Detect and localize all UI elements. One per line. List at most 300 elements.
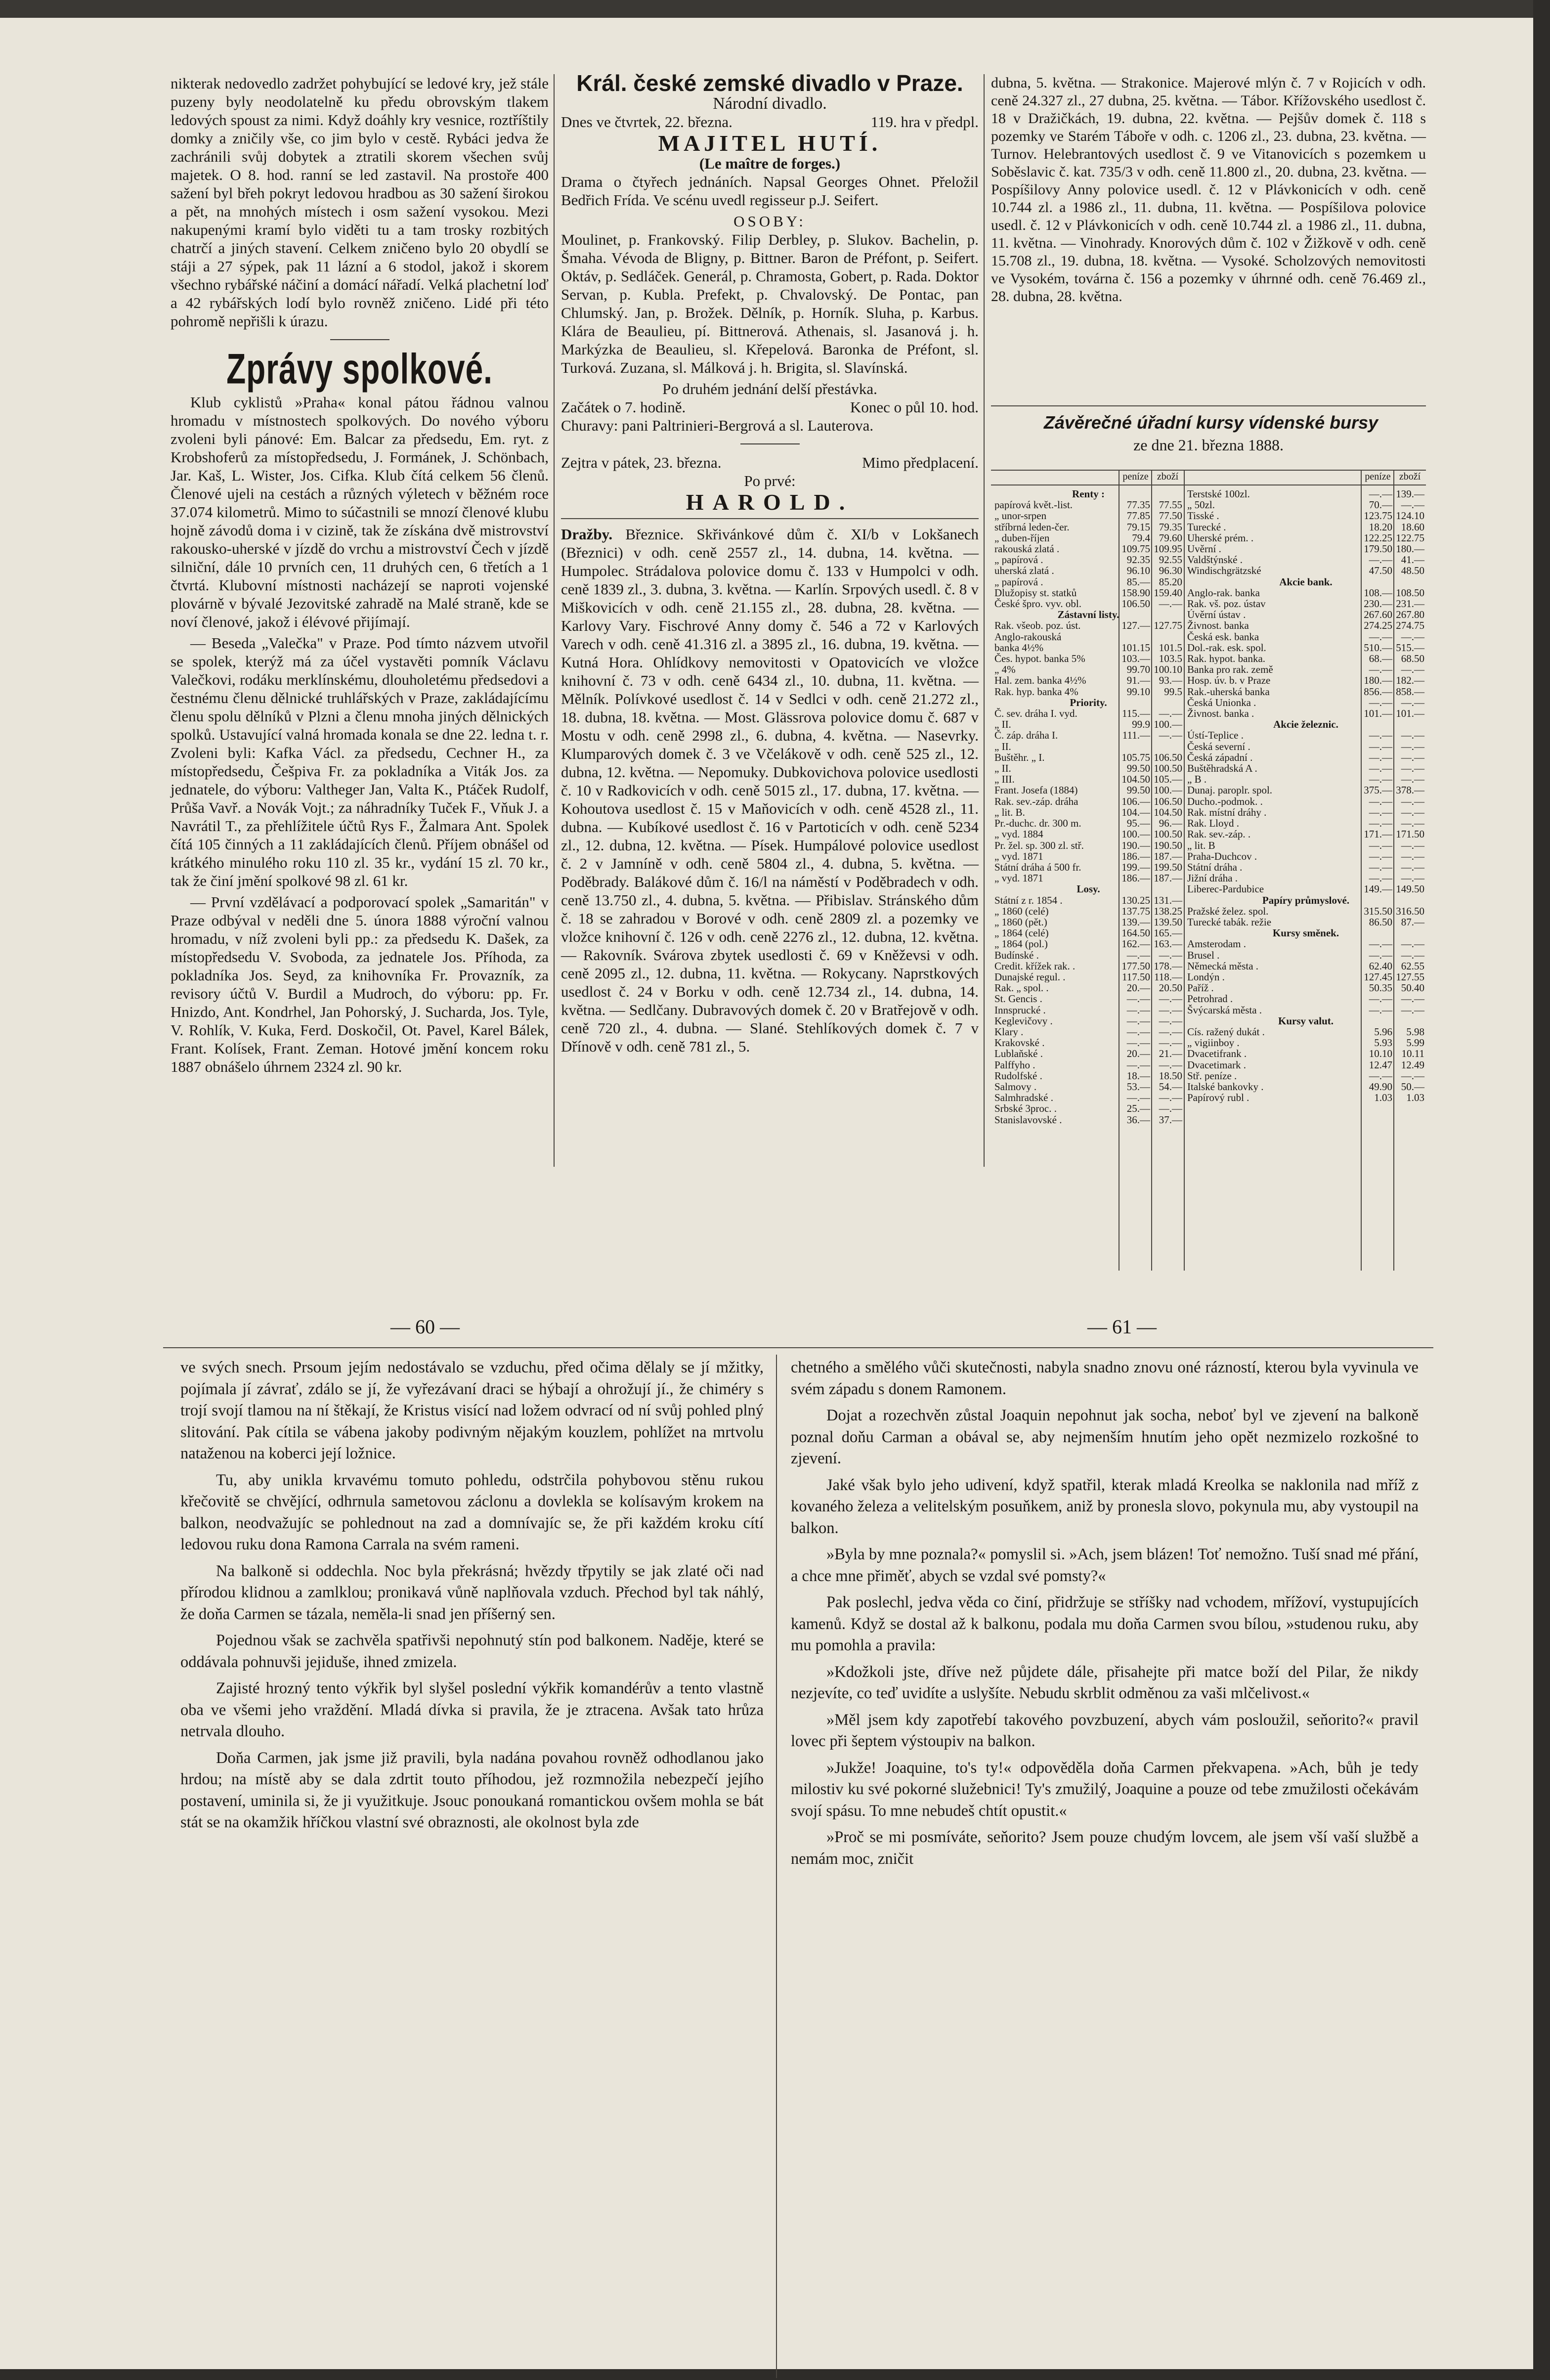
story-paragraph: Jaké však bylo jeho udivení, když spatřil, kterak mladá Kreolka se naklonila nad mříž z kovaného železa a velitelským posuňkem, aniž by pronesla slovo, pokynula mu, aby vystoupil na balkon. (791, 1476, 1419, 1537)
rate-zbozi: 18.50 (1159, 1069, 1182, 1082)
rate-row (994, 883, 1184, 894)
story-left-page (180, 1357, 764, 1839)
rate-name: Č. záp. dráha I. (994, 730, 1058, 741)
rate-zbozi: —.— (1159, 1102, 1182, 1115)
middle-column (561, 70, 979, 1058)
rate-penize: 106.— (1121, 795, 1150, 807)
rate-name: České špro. vyv. obl. (994, 598, 1081, 610)
rate-row (994, 785, 1184, 795)
rate-penize: 109.75 (1121, 543, 1150, 555)
rate-penize: 12.47 (1369, 1058, 1392, 1071)
rate-row (1187, 499, 1426, 510)
rate-zbozi: 54.— (1159, 1080, 1182, 1093)
rate-section-heading: Renty : (1072, 488, 1105, 500)
rate-penize: 856.— (1364, 685, 1392, 698)
rate-penize: 179.50 (1364, 543, 1392, 555)
rate-penize: 162.— (1121, 938, 1150, 950)
rate-zbozi: —.— (1401, 1004, 1424, 1016)
rate-row (994, 532, 1184, 543)
club-paragraph: Klub cyklistů »Praha« konal pátou řádnou valnou hromadu v místnostech spolkových. Do nového výboru zvoleni byli pánové: Em. Balcar za předsedu, Em. ryt. z Krobshoferů za místopředsedu, J. Formánek, J. Schönbach, Jar. Kaš, L. Wister, Jos. Cifka. Klub čítá celkem 56 členů. Členové ujeli na cestách a různých výletech v běžném roce 37.074 kilometrů. Mimo to súčastnili se mnozí členové klubu hojně závodů doma i v cizině, tak že získána dvě mistrovství rakousko-uherské v jízdě do vrchu a mistrovství Čech v jízdě silniční, dále 10 prvních cen, 11 druhých cen, 6 třetích a 1 čtvrtá. Klubovní místnosti nacházejí se naproti vojenské plovárně v bývalé Jezovitské zahradě na Malé straně, kde se noví členové, jakož i élévové přijímají. (171, 394, 549, 630)
rate-zbozi: 79.35 (1159, 521, 1182, 533)
story-paragraph: »Proč se mi posmíváte, seňorito? Jsem pouze chudým lovcem, ale jsem vší vaší službě a nemám moc, zničit (791, 1828, 1419, 1868)
col-header-zbozi: zboží (1399, 471, 1421, 482)
rate-name: Amsterodam . (1187, 938, 1246, 950)
rate-zbozi: 10.11 (1401, 1048, 1424, 1060)
rate-row (994, 730, 1184, 741)
story-paragraph: Pojednou však se zachvěla spatřivši nepohnutý stín pod balkonem. Naděje, které se oddávala pohnuvši jejiduše, ihned zmizela. (180, 1631, 764, 1671)
rate-zbozi (1150, 741, 1182, 752)
separator (740, 443, 800, 444)
rate-zbozi: 127.55 (1396, 970, 1424, 983)
rate-name: Valdštýnské . (1187, 554, 1243, 566)
rate-row (994, 840, 1184, 851)
rate-zbozi: 274.75 (1396, 619, 1424, 632)
rate-zbozi: 1.03 (1406, 1092, 1424, 1104)
rate-penize: 49.90 (1369, 1080, 1392, 1093)
rate-name: Rak. hyp. banka 4% (994, 686, 1078, 697)
rate-name: „ vigiinboy . (1187, 1037, 1240, 1049)
rate-row (994, 543, 1184, 554)
rate-penize: 1.03 (1374, 1092, 1392, 1104)
rate-zbozi: 103.5 (1159, 653, 1182, 665)
rate-name: „ II. (994, 763, 1011, 774)
rate-zbozi: 50.40 (1401, 982, 1424, 994)
rate-penize: —.— (1369, 938, 1392, 950)
rate-row (1187, 708, 1426, 719)
story-paragraph: »Byla by mne poznala?« pomyslil si. »Ach, jsem blázen! Toť nemožno. Tuší snad mé přání, a chce mne přiměť, abych se vzdal své pomsty?« (791, 1545, 1419, 1585)
rate-row (1187, 829, 1426, 839)
rate-row (1187, 565, 1426, 576)
story-paragraph: Na balkoně si oddechla. Noc byla překrásná; hvězdy třpytily se jak zlaté oči nad přírodou klidnou a zamlklou; pronikavá vůně naplňovala vzduch. Přechod byl tak náhlý, že doňa Carmen se tázala, neměla-li snad jen příšerný sen. (180, 1562, 764, 1623)
rate-name: „ papírová . (994, 554, 1043, 566)
rate-row (994, 829, 1184, 839)
rate-row (994, 763, 1184, 774)
page-number-right: — 61 — (1087, 1316, 1157, 1338)
rate-row (994, 510, 1184, 521)
rate-penize: 79.15 (1126, 521, 1150, 533)
page-split-rule (163, 1347, 1433, 1348)
rate-penize: 36.— (1126, 1113, 1150, 1126)
rate-name: Rak. „ spol. . (994, 982, 1049, 994)
rate-penize: —.— (1369, 488, 1392, 500)
rate-penize: —.— (1369, 740, 1392, 752)
first-time-label: Po prvé: (744, 472, 796, 489)
rate-penize: 375.— (1364, 784, 1392, 796)
story-paragraph: Pak poslechl, jedva věda co činí, přidržuje se stříšky nad vchodem, mřížoví, vystupujících kamenů. Když se dostal až k balkonu, podala mu doňa Carmen svou bílou, »studenou ruku, aby mu pomohla a pravila: (791, 1593, 1419, 1654)
rate-zbozi: 100.50 (1154, 828, 1182, 840)
rate-row (994, 851, 1184, 862)
rate-zbozi: 101.5 (1159, 641, 1182, 654)
rate-penize: 50.35 (1369, 982, 1392, 994)
rate-row (1187, 796, 1426, 807)
rate-name: Palffyho . (994, 1059, 1035, 1070)
rate-penize: —.— (1369, 696, 1392, 708)
rate-section-heading: Kursy směnek. (1272, 927, 1339, 939)
rate-row (1187, 522, 1426, 532)
rate-penize: 137.75 (1121, 905, 1150, 917)
rate-name: Státní dráha . (1187, 861, 1243, 873)
rate-penize: 95.— (1126, 817, 1150, 830)
rate-zbozi: 5.99 (1406, 1037, 1424, 1049)
rate-row (1187, 883, 1426, 894)
rate-row (1187, 510, 1426, 521)
rate-row (994, 1103, 1184, 1114)
rate-zbozi: —.— (1401, 949, 1424, 961)
story-paragraph: »Jukže! Joaquine, to's ty!« odpověděla doňa Carmen překvapena. »Ach, bůh je tedy milostiv ku své pokorné služebnici! Ty's zmužilý, Joaquine a pouze od tebe zmužilosti očekávám svojí spásu. To mne nebudeš chtít opustit.« (791, 1759, 1419, 1820)
rate-name: papírová květ.-list. (994, 499, 1073, 511)
rate-zbozi: —.— (1401, 729, 1424, 742)
rate-section-heading: Akcie železnic. (1273, 718, 1338, 731)
rate-row (994, 675, 1184, 686)
rate-name: Buštěhr. „ I. (994, 751, 1045, 763)
rate-penize: 111.— (1122, 729, 1150, 742)
rate-row (994, 1026, 1184, 1037)
rate-penize: 186.— (1121, 850, 1150, 862)
rate-name: Keglevičovy . (994, 1015, 1053, 1026)
rate-zbozi: 378.— (1396, 784, 1424, 796)
rate-name: „ vyd. 1884 (994, 829, 1043, 840)
rate-penize: 186.— (1121, 872, 1150, 884)
rate-zbozi: —.— (1159, 1037, 1182, 1049)
rate-row (994, 873, 1184, 883)
rate-row (1187, 631, 1426, 642)
rate-zbozi: —.— (1401, 663, 1424, 676)
rate-name: Rak. sev.-záp. . (1187, 829, 1251, 840)
theatre-heading: Král. české zemské divadlo v Praze. (576, 70, 963, 96)
rate-penize: 96.10 (1126, 565, 1150, 577)
rate-row (1187, 950, 1426, 961)
rate-name: Dvacetimark . (1187, 1059, 1246, 1070)
rate-zbozi: 48.50 (1401, 565, 1424, 577)
rate-penize: —.— (1126, 1058, 1150, 1071)
rate-row (994, 741, 1184, 752)
rate-zbozi: —.— (1159, 1058, 1182, 1071)
rate-penize: 79.4 (1132, 531, 1150, 544)
rate-name: Hal. zem. banka 4½% (994, 675, 1086, 686)
club-paragraph: — Beseda „Valečka" v Praze. Pod tímto názvem utvořil se spolek, kterýž má za účel vystavěti pomník Václavu Valečkovi, rodáku merklínskému, dlouholetému předsedovi a čestnému členu dělnické truhlářských v Praze, zakládajícímu členu spolu dělníků v Plzni a členu mnoha jiných dělnických spolků. Ustavující valná hromada konala se dne 22. ledna t. r. Zvoleni byli: Kafka Václ. za předsedu, Cechner H., za místopředsedu, Češpiva Fr. za pokladníka a Viták Jos. za jednatele, do výboru: Valtheger Jan, Valta K., Ptáček Rudolf, Průša Vavř. a Novák Vojt.; za náhradníky Tuček F., Vňuk J. a Navrátil T., za přehlížitele účtů Rys F., Žalmara Ant. Spolek čítá 105 činných a 11 zakládajících členů. Příjem obnášel od krátkého minulého roku 110 zl. 35 kr., vydání 15 zl. 70 kr., tak že činí jmění spolkové 98 zl. 61 kr. (171, 634, 549, 889)
rate-name: Státní z r. 1854 . (994, 894, 1063, 906)
rate-zbozi: 62.55 (1401, 960, 1424, 972)
rate-row (1187, 697, 1426, 708)
auctions-text: Březnice. Skřivánkové dům č. XI/b v Lokšanech (Březnici) v odh. ceně 2557 zl., 14. dubna, 14. května. — Humpolec. Strádalova polovice domu č. 133 v Humpolci v odh. ceně 1839 zl., 3. dubna, 3. května. — Karlín. Srpových usedl. č. 8 v Miškovicích v odh. ceně 21.155 zl., 28. dubna, 28. května. — Karlovy Vary. Fischrové Anny domy č. 546 a 72 v Karlových Varech v odh. ceně 41.316 zl. a 3895 zl., 16. dubna, 19. května. — Kutná Hora. Ohlídkovy nemovitosti v Opatovicích ve vložce knihovní č. 73 v odh. ceně 6434 zl., 10. dubna, 11. května. — Mělník. Polívkové usedlost č. 14 v Sedlci v odh. ceně 21.272 zl., 18. dubna, 18. května. — Most. Glässrova polovice domu č. 687 v Mostu v odh. ceně 2998 zl., 6. dubna, 4. května. — Nasevrky. Klumparových domek č. 3 ve Včelákově v odh. ceně 525 zl., 12. dubna, 12. května. — Nepomuky. Dubkovichova polovice usedlosti č. 10 v Radkovicích v odh. ceně 5015 zl., 17. dubna, 17. května. — Kohoutova usedlost č. 15 v Maňovicích v odh. ceně 4528 zl., 11. dubna. — Kubíkové usedlost č. 16 v Partoticích v odh. ceně 5234 zl., 12. dubna, 12. května. — Písek. Humpálové polovice usedlost č. 2 v Jamníně v odh. ceně 5804 zl., 4. dubna, 5. května. — Poděbrady. Balákové dům č. 16/l na náměstí v Poděbradech v odh. ceně 13.750 zl., 4. dubna, 5. května. — Přibislav. Stránského dům č. 18 se zahradou v Borové v odh. ceně 2809 zl. a pozemky ve vložce knihovní č. 126 v odh. ceně 2276 zl., 12. dubna, 12. května. — Rakovník. Svárova zbytek usedlosti č. 69 v Kněževsi v odh. ceně 2095 zl., 12. dubna, 11. května. — Rokycany. Naprstkových usedlost č. 24 v Borku v odh. ceně 12.734 zl., 14. dubna, 14. května. — Sedlčany. Dubravových domek č. 20 v Bratřejově v odh. ceně 720 zl., 4. dubna. — Slané. Stehlíkových domek č. 7 v Dřínově v odh. ceně 781 zl., 5. (561, 526, 979, 1055)
news-paragraph: nikterak nedovedlo zadržet pohybující se ledové kry, jež stále puzeny byly neodolatelně ku předu obrovským tlakem ledových spoust za nimi. Když doáhly kry vesnice, roztříštily domky a zničily vše, co jim bylo v cestě. Rybáci jedva že zachránili svůj dobytek a ztratili skorem všechen svůj majetek. O 8. hod. ranní se led zastavil. Na prostoře 400 sažení byl břeh pokryt ledovou hradbou as 30 sažení širokou a pět, na mnohých místech i osm sažení vysokou. Mezi nakupenými kramí bylo viděti tu a tam trosky rozbitých chatrčí a jiných stavení. Celkem zničeno bylo 20 obydlí se stáji a 27 sýpek, pak 11 lázní a 6 stodol, jakož i skorem všechno rybářské náčiní a domácí nářadí. Velká plachetní loď a 42 rybářských lodí bylo rovněž zničeno. Lidé při této pohromě nepřišli k úrazu. (171, 75, 549, 330)
rate-zbozi: 178.— (1154, 960, 1182, 972)
rate-row (1187, 609, 1426, 620)
rate-penize: 171.— (1364, 828, 1392, 840)
scan-border-right (1533, 0, 1550, 2380)
rate-row (994, 719, 1184, 730)
rate-penize: 105.75 (1121, 751, 1150, 763)
rate-name: „ vyd. 1871 (994, 850, 1043, 862)
rate-name: Tisské . (1187, 510, 1219, 522)
rate-name: „ II. (994, 741, 1011, 752)
rate-row (994, 686, 1184, 697)
rate-penize: 164.50 (1121, 927, 1150, 939)
rate-penize: 108.— (1364, 586, 1392, 599)
rate-row (994, 653, 1184, 664)
rate-row (994, 1092, 1184, 1103)
rate-row (1187, 642, 1426, 653)
rate-zbozi: —.— (1401, 993, 1424, 1005)
exchange-rates-date: ze dne 21. března 1888. (1133, 436, 1284, 454)
rate-penize (1118, 631, 1150, 642)
cast-list: Moulinet, p. Frankovský. Filip Derbley, p. Slukov. Bachelin, p. Šmaha. Vévoda de Bligny, p. Bittner. Baron de Préfont, p. Seifert. Oktáv, p. Sedláček. Generál, p. Chramosta, Gobert, p. Rada. Doktor Servan, p. Kubla. Prefekt, p. Chvalovský. De Pontac, pan Chlumský. Jan, p. Brožek. Dělník, p. Horník. Sluha, p. Karbus. Klára de Beaulieu, pí. Bittnerová. Athenais, sl. Jasanová j. h. Markýzka de Beaulieu, sl. Křepelová. Baronka de Préfont, sl. Turková. Zuzana, sl. Málková j. h. Brigita, sl. Slavínská. (561, 231, 979, 376)
rate-zbozi: 99.5 (1164, 685, 1182, 698)
rate-name: Ducho.-podmok. . (1187, 795, 1263, 807)
page-number-left: — 60 — (390, 1316, 460, 1338)
rate-name: Dvacetifrank . (1187, 1048, 1247, 1059)
rates-table-left (994, 488, 1184, 1125)
rate-name: Anglo-rak. banka (1187, 587, 1260, 599)
rate-name: Živnost. banka . (1187, 708, 1254, 719)
rate-name: Salmovy . (994, 1081, 1037, 1093)
rate-penize: 18.20 (1369, 521, 1392, 533)
rate-zbozi: 108.50 (1396, 586, 1424, 599)
rate-row (1187, 862, 1426, 873)
play-original-title: (Le maître de forges.) (699, 155, 841, 172)
rate-row (1187, 1092, 1426, 1103)
rate-row (994, 1005, 1184, 1015)
rate-penize: 99.50 (1126, 762, 1150, 775)
rate-name: Anglo-rakouská (994, 631, 1062, 642)
rate-name: „ papírová . (994, 576, 1043, 587)
rate-zbozi: 190.50 (1154, 839, 1182, 851)
rate-section-heading: Kursy valut. (1278, 1014, 1334, 1027)
section-rule (991, 405, 1426, 406)
rate-name: Pr.-duchc. dr. 300 m. (994, 818, 1081, 829)
rate-penize: —.— (1126, 1004, 1150, 1016)
rate-name: Srbské 3proc. . (994, 1103, 1057, 1114)
rate-name: Úvěrní ústav . (1187, 609, 1246, 620)
rate-row (1187, 927, 1426, 938)
rate-zbozi: 77.50 (1159, 510, 1182, 522)
rate-zbozi: —.— (1401, 806, 1424, 818)
rate-row (994, 554, 1184, 565)
rate-zbozi: —.— (1401, 740, 1424, 752)
rate-penize: 106.50 (1121, 598, 1150, 610)
rate-penize: 117.50 (1122, 970, 1150, 983)
rate-row (994, 609, 1184, 620)
rate-name: Rak. Lloyd . (1187, 818, 1239, 829)
rate-penize: 149.— (1364, 883, 1392, 895)
rate-row (1187, 818, 1426, 829)
ill-note: Churavy: pani Paltrinieri-Bergrová a sl. Lauterova. (561, 417, 874, 434)
scan-border-top (0, 0, 1550, 18)
rate-name: Credit. křížek rak. . (994, 960, 1076, 971)
rate-penize: 177.50 (1121, 960, 1150, 972)
rate-zbozi: —.— (1401, 938, 1424, 950)
rate-section-heading: Priority. (1070, 696, 1107, 708)
rate-penize: 103.— (1121, 653, 1150, 665)
rate-zbozi: 858.— (1396, 685, 1424, 698)
rate-zbozi: —.— (1401, 630, 1424, 643)
rate-zbozi: —.— (1401, 850, 1424, 862)
rate-row (1187, 873, 1426, 883)
story-paragraph: Zajisté hrozný tento výkřik byl slyšel poslední výkřik komandérův a tento vlastně oba ve všemi jeho vraždění. Mladá dívka si pravila, že je ztracena. Avšak tato hrůza netrvala dlouho. (180, 1679, 764, 1740)
rate-name: Č. sev. dráha I. vyd. (994, 708, 1077, 719)
rate-row (1187, 807, 1426, 818)
rate-row (994, 961, 1184, 971)
rate-row (1187, 1026, 1426, 1037)
rate-penize: —.— (1369, 773, 1392, 786)
rate-row (994, 993, 1184, 1004)
cast-label: OSOBY: (733, 213, 806, 230)
rate-zbozi: 104.50 (1154, 806, 1182, 818)
rate-zbozi: 199.50 (1154, 861, 1182, 873)
intermission-note: Po druhém jednání delší přestávka. (662, 380, 877, 397)
rate-penize: 92.35 (1126, 554, 1150, 566)
rate-penize: 190.— (1121, 839, 1150, 851)
rate-name: „ III. (994, 774, 1015, 785)
rate-name: „ 1860 (pět.) (994, 916, 1047, 928)
rate-row (994, 906, 1184, 917)
rate-row (994, 631, 1184, 642)
rate-penize: 122.25 (1364, 531, 1392, 544)
rate-penize: 127.— (1121, 619, 1150, 632)
rate-name: Rudolfské . (994, 1070, 1042, 1081)
rate-name: Windischgrätzské (1187, 565, 1261, 576)
rate-row (994, 697, 1184, 708)
rate-penize: 274.25 (1364, 619, 1392, 632)
rate-row (994, 862, 1184, 873)
rate-zbozi: —.— (1159, 993, 1182, 1005)
rate-row (994, 1048, 1184, 1059)
rate-name: Innsprucké . (994, 1004, 1046, 1015)
play-description: Drama o čtyřech jednáních. Napsal Georges Ohnet. Přeložil Bedřich Frída. Ve scénu uvedl regisseur p.J. Seifert. (561, 173, 979, 209)
separator (330, 339, 389, 340)
rate-name: Živnost. banka (1187, 620, 1249, 631)
rate-row (1187, 1070, 1426, 1081)
section-heading: Zprávy spolkové. (226, 345, 493, 393)
rate-name: Terstské 100zl. (1187, 488, 1250, 500)
story-paragraph: ve svých snech. Prsoum jejím nedostávalo se vzduchu, před očima dělaly se jí mžitky, pojímala jí závrať, zdálo se jí, že vyřezávaní draci se hýbají a ohrožují jí., že chiméry s trojí svojí tlamou na ní štěkají, že Kristus visící nad ložem odvrací od ní svůj pohled plný slitování. Pak cítila se vábena jakoby podivným nějakým kouzlem, pohlížet na mrtvolu nataženou na koberci její ložnice. (180, 1359, 764, 1462)
col-header-penize: peníze (1122, 471, 1149, 482)
table-rule (1184, 470, 1185, 1271)
rate-penize: 91.— (1126, 674, 1150, 687)
rate-penize: —.— (1369, 839, 1392, 851)
rate-row (994, 598, 1184, 609)
story-paragraph: Tu, aby unikla krvavému tomuto pohledu, odstrčila pohybovou stěnu rukou křečovitě se chvějící, odhrnula sametovou záclonu a dovlekla se kolísavým krokem na balkon, neodvažujíc se pohlednout na zad a domnívajíc se, že při každém kroku cítí ledovou ruku dona Ramona Carrala na svém rameni. (180, 1471, 764, 1553)
rate-zbozi: 101.— (1396, 707, 1424, 720)
rate-row (994, 818, 1184, 829)
rate-name: Buštěhradská A . (1187, 763, 1257, 774)
rate-zbozi: 127.75 (1154, 619, 1182, 632)
rate-name: Praha-Duchcov . (1187, 850, 1257, 862)
rate-zbozi: 20.50 (1159, 982, 1182, 994)
column-rule-2 (984, 74, 985, 1167)
rate-name: Pražské želez. spol. (1187, 905, 1269, 917)
rate-penize: —.— (1369, 872, 1392, 884)
rate-penize: —.— (1369, 1069, 1392, 1082)
rate-row (1187, 587, 1426, 598)
rate-zbozi: 41.— (1401, 554, 1424, 566)
rate-row (994, 576, 1184, 587)
rate-zbozi: 171.50 (1396, 828, 1424, 840)
rate-row (1187, 664, 1426, 675)
rate-zbozi: 267.80 (1396, 609, 1424, 621)
rate-row (994, 488, 1184, 499)
rate-penize: 86.50 (1369, 916, 1392, 928)
rate-penize: 99.9 (1132, 718, 1150, 731)
rate-name: „ unor-srpen (994, 510, 1047, 522)
rate-name: stříbrná leden-čer. (994, 521, 1070, 532)
rate-zbozi: 187.— (1154, 850, 1182, 862)
rate-name: Dunaj. paroplr. spol. (1187, 785, 1273, 796)
rate-name: Frant. Josefa (1884) (994, 785, 1078, 796)
rate-row (1187, 1005, 1426, 1015)
rate-penize: 101.— (1364, 707, 1392, 720)
rate-zbozi: 12.49 (1401, 1058, 1424, 1071)
rate-row (1187, 993, 1426, 1004)
rate-zbozi: 21.— (1159, 1048, 1182, 1060)
rate-penize: 104.50 (1121, 773, 1150, 786)
rate-row (1187, 488, 1426, 499)
rate-name: rakouská zlatá . (994, 543, 1060, 555)
tomorrow-note: Mimo předplacení. (862, 454, 979, 471)
rate-penize: 267.60 (1364, 609, 1392, 621)
rate-row (1187, 1059, 1426, 1070)
rate-row (1187, 1015, 1426, 1026)
rate-penize: —.— (1369, 817, 1392, 830)
rate-row (1187, 675, 1426, 686)
rate-name: „ 50zl. (1187, 499, 1215, 511)
rate-row (994, 1070, 1184, 1081)
rate-zbozi: 118.— (1154, 970, 1182, 983)
rate-row (1187, 752, 1426, 763)
rate-row (1187, 895, 1426, 906)
rate-name: Budínské . (994, 949, 1039, 961)
rate-penize: —.— (1369, 1004, 1392, 1016)
rate-name: „ vyd. 1871 (994, 873, 1043, 884)
rate-zbozi: 100.— (1154, 718, 1182, 731)
scan-border-bottom (0, 2369, 1550, 2380)
rate-penize: 10.10 (1369, 1048, 1392, 1060)
rate-penize: 77.85 (1126, 510, 1150, 522)
rate-zbozi: 231.— (1396, 598, 1424, 610)
rate-row (994, 927, 1184, 938)
rate-penize: 62.40 (1369, 960, 1392, 972)
rate-name: Uherské prém. . (1187, 532, 1254, 544)
story-paragraph: »Měl jsem kdy zapotřebí takového povzbuzení, abych vám posloužil, seňorito?« pravil lovec při šeptem výstoupiv na balkon. (791, 1711, 1419, 1750)
rate-penize: 127.45 (1364, 970, 1392, 983)
rate-zbozi: 100.10 (1154, 663, 1182, 676)
rate-zbozi: 5.98 (1406, 1025, 1424, 1038)
rate-zbozi: 163.— (1154, 938, 1182, 950)
rate-row (994, 796, 1184, 807)
rate-name: Česká západní . (1187, 751, 1253, 763)
rate-zbozi: —.— (1159, 1014, 1182, 1027)
rate-name: „ II. (994, 719, 1011, 730)
rate-name: Čes. hypot. banka 5% (994, 653, 1085, 664)
rate-name: Švýcarská města . (1187, 1004, 1262, 1015)
rate-section-heading: Akcie bank. (1279, 575, 1333, 588)
rate-name: banka 4½% (994, 642, 1044, 654)
rate-zbozi: 92.55 (1159, 554, 1182, 566)
rate-penize: 130.25 (1121, 894, 1150, 906)
rate-penize: —.— (1369, 949, 1392, 961)
center-rule-lower (776, 1355, 777, 2378)
rate-row (994, 950, 1184, 961)
rate-penize: 139.— (1121, 916, 1150, 928)
rate-name: Italské bankovky . (1187, 1081, 1264, 1093)
rate-row (1187, 763, 1426, 774)
rate-row (1187, 785, 1426, 795)
rate-penize: —.— (1369, 729, 1392, 742)
rate-row (994, 774, 1184, 785)
rate-zbozi: 87.— (1401, 916, 1424, 928)
rate-name: Papírový rubl . (1187, 1092, 1249, 1103)
rate-penize: 199.— (1121, 861, 1150, 873)
